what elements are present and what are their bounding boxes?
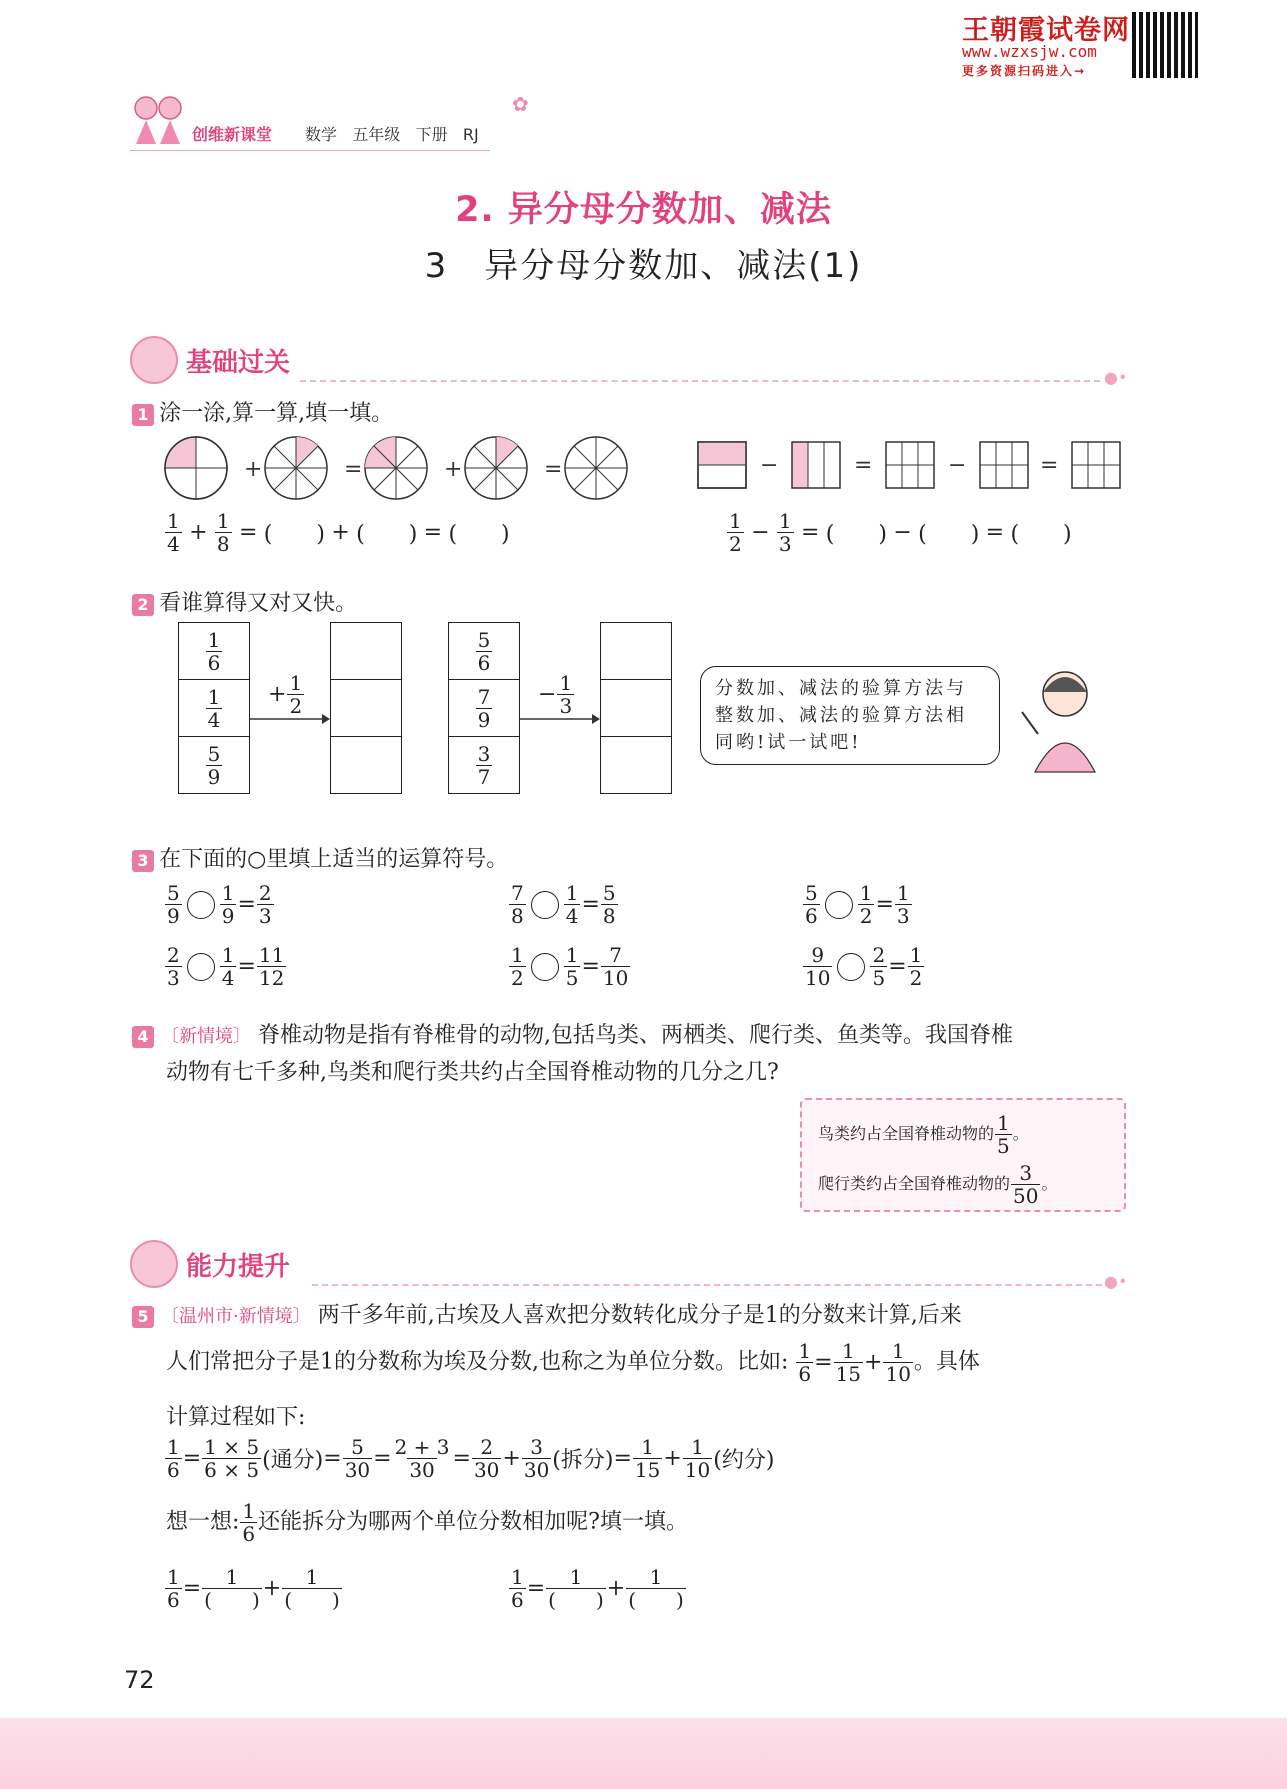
brand-name: 创维新课堂 bbox=[192, 125, 273, 144]
grade-label: 五年级 bbox=[352, 125, 401, 144]
answer-cell[interactable] bbox=[601, 737, 671, 793]
question-text: 在下面的○里填上适当的运算符号。 bbox=[159, 847, 509, 872]
fraction-circles bbox=[162, 434, 632, 504]
equals-sign: = bbox=[1040, 453, 1059, 478]
question-1 bbox=[132, 396, 393, 427]
plus-sign: + bbox=[244, 457, 263, 482]
teacher-icon bbox=[1020, 664, 1110, 774]
flower-icon: ✿ bbox=[512, 92, 529, 116]
question-text: 涂一涂,算一算,填一填。 bbox=[159, 401, 394, 426]
kids-mascot-icon bbox=[128, 90, 190, 146]
answer-cell[interactable] bbox=[601, 680, 671, 737]
answer-blank[interactable]: ( ) bbox=[918, 522, 980, 547]
arrow-right-icon bbox=[250, 712, 330, 726]
q3-item-4: $\frac{2}{3}$ $\frac{1}{4}$ = $\frac{11}{12}$ bbox=[167, 943, 285, 990]
page-number: 72 bbox=[124, 1666, 155, 1694]
question-5-line1: 5 〔温州市·新情境〕 两千多年前,古埃及人喜欢把分数转化成分子是1的分数来计算,后来 bbox=[132, 1298, 962, 1329]
volume-label: 下册 bbox=[415, 125, 448, 144]
q5-fill-1: $\frac{1}{6}$ = $\frac{1}{( )}$ + $\frac{1}{( )}$ bbox=[167, 1565, 340, 1612]
q5-example-calculation: $\frac{1}{6}$ = $\frac{1 \times 5}{6 \times 5}$ (通分)= $\frac{5}{30}$ = $\frac{2 + 3}{30}$ = $\frac{2}{30}$ + $\frac{3}{30}$ (拆分)= $\frac{1}{15}$ + $\frac{1}{10}$ (约分) bbox=[167, 1435, 775, 1482]
rect-sixths-2[interactable] bbox=[980, 442, 1028, 488]
answer-blank[interactable]: ( ) bbox=[548, 1588, 604, 1612]
q2-right-input-column: $\frac{5}{6}$ $\frac{7}{9}$ $\frac{3}{7}$ bbox=[448, 622, 520, 794]
rect-half[interactable] bbox=[698, 442, 746, 488]
hint-line-1: 鸟类约占全国脊椎动物的 $\frac{1}{5}$ 。 bbox=[818, 1111, 1029, 1158]
footer-band bbox=[0, 1718, 1287, 1789]
site-logo-subtitle: 更多资源扫码进入→ bbox=[962, 64, 1087, 78]
circle-eighth-2[interactable] bbox=[365, 437, 427, 499]
hint-box bbox=[800, 1098, 1126, 1212]
edition-label: RJ bbox=[462, 125, 479, 144]
question-number: 3 bbox=[132, 850, 154, 872]
lesson-title: 3 异分母分数加、减法(1) bbox=[424, 246, 863, 286]
answer-blank[interactable]: ( ) bbox=[1010, 522, 1072, 547]
site-logo-url: www.wzxsjw.com bbox=[962, 42, 1097, 61]
answer-blank[interactable]: ( ) bbox=[204, 1588, 260, 1612]
q2-right-answer-column bbox=[600, 622, 672, 794]
girl-avatar-icon bbox=[130, 336, 178, 384]
circle-eighth-1[interactable] bbox=[265, 437, 327, 499]
answer-blank[interactable]: ( ) bbox=[448, 522, 510, 547]
q5-fill-2: $\frac{1}{6}$ = $\frac{1}{( )}$ + $\frac{1}{( )}$ bbox=[511, 1565, 684, 1612]
question-number: 1 bbox=[132, 404, 154, 426]
dots-icon: ●• bbox=[1104, 368, 1128, 387]
question-5-line2: 人们常把分子是1的分数称为埃及分数,也称之为单位分数。比如: $\frac{1}{6}$ = $\frac{1}{15}$ + $\frac{1}{10}$ 。具体 bbox=[166, 1339, 980, 1386]
answer-cell[interactable] bbox=[601, 623, 671, 680]
question-text-line1: 脊椎动物是指有脊椎骨的动物,包括鸟类、两栖类、爬行类、鱼类等。我国脊椎 bbox=[258, 1023, 1013, 1048]
q2-left-answer-column bbox=[330, 622, 402, 794]
answer-cell[interactable] bbox=[331, 680, 401, 737]
question-number: 4 bbox=[132, 1026, 154, 1048]
q2-left-operator: + $\frac{1}{2}$ bbox=[268, 671, 303, 718]
answer-blank[interactable]: ( ) bbox=[356, 522, 418, 547]
q3-item-2: $\frac{7}{8}$ $\frac{1}{4}$ = $\frac{5}{8}$ bbox=[511, 881, 616, 928]
breadcrumb bbox=[305, 122, 479, 145]
operator-circle[interactable] bbox=[837, 953, 865, 981]
girl-avatar-icon bbox=[130, 1240, 178, 1288]
question-tag: 〔新情境〕 bbox=[161, 1026, 251, 1047]
section-title-basic: 基础过关 bbox=[186, 348, 291, 378]
site-logo-title: 王朝霞试卷网 bbox=[962, 15, 1130, 46]
q1-left-equation: $\frac{1}{4}$ + $\frac{1}{8}$ = ( ) + ( ) = ( ) bbox=[167, 509, 510, 556]
rect-third[interactable] bbox=[792, 442, 840, 488]
hint-line-2: 爬行类约占全国脊椎动物的 $\frac{3}{50}$ 。 bbox=[818, 1161, 1058, 1208]
operator-circle[interactable] bbox=[187, 953, 215, 981]
dots-icon: ●• bbox=[1104, 1272, 1128, 1291]
section-title-advanced: 能力提升 bbox=[186, 1252, 291, 1282]
q2-left-input-column: $\frac{1}{6}$ $\frac{1}{4}$ $\frac{5}{9}$ bbox=[178, 622, 250, 794]
answer-cell[interactable] bbox=[331, 623, 401, 680]
question-number: 2 bbox=[132, 594, 154, 616]
answer-blank[interactable]: ( ) bbox=[825, 522, 887, 547]
operator-circle[interactable] bbox=[531, 891, 559, 919]
circle-eighth-empty[interactable] bbox=[565, 437, 627, 499]
equals-sign: = bbox=[344, 457, 363, 482]
section-divider bbox=[300, 380, 1100, 382]
section-divider bbox=[312, 1284, 1102, 1286]
arrow-right-icon bbox=[520, 712, 600, 726]
q1-right-equation: $\frac{1}{2}$ − $\frac{1}{3}$ = ( ) − ( ) = ( ) bbox=[729, 509, 1072, 556]
answer-blank[interactable]: ( ) bbox=[628, 1588, 684, 1612]
question-tag: 〔温州市·新情境〕 bbox=[161, 1306, 311, 1327]
answer-cell[interactable] bbox=[331, 737, 401, 793]
question-text-line2: 动物有七千多种,鸟类和爬行类共约占全国脊椎动物的几分之几? bbox=[166, 1060, 779, 1085]
equals-sign: = bbox=[854, 453, 873, 478]
q3-item-6: $\frac{9}{10}$ $\frac{2}{5}$ = $\frac{1}{2}$ bbox=[805, 943, 923, 990]
fraction-rectangles bbox=[696, 440, 1126, 494]
answer-blank[interactable]: ( ) bbox=[263, 522, 325, 547]
operator-circle[interactable] bbox=[531, 953, 559, 981]
question-5-think: 想一想: $\frac{1}{6}$ 还能拆分为哪两个单位分数相加呢?填一填。 bbox=[166, 1499, 688, 1546]
minus-sign: − bbox=[948, 453, 967, 478]
q3-item-5: $\frac{1}{2}$ $\frac{1}{5}$ = $\frac{7}{10}$ bbox=[511, 943, 629, 990]
rect-sixths-3[interactable] bbox=[1072, 442, 1120, 488]
rect-sixths-1[interactable] bbox=[886, 442, 934, 488]
question-3 bbox=[132, 842, 508, 873]
unit-title: 2. 异分母分数加、减法 bbox=[455, 190, 832, 230]
equals-sign: = bbox=[544, 457, 563, 482]
minus-sign: − bbox=[760, 453, 779, 478]
plus-sign: + bbox=[444, 457, 463, 482]
teacher-speech-bubble: 分数加、减法的验算方法与整数加、减法的验算方法相同哟!试一试吧! bbox=[700, 666, 1000, 765]
q2-right-operator: − $\frac{1}{3}$ bbox=[538, 671, 573, 718]
subject-label: 数学 bbox=[305, 125, 338, 144]
operator-circle[interactable] bbox=[825, 891, 853, 919]
circle-eighth-3[interactable] bbox=[465, 437, 527, 499]
q3-item-3: $\frac{5}{6}$ $\frac{1}{2}$ = $\frac{1}{3}$ bbox=[805, 881, 910, 928]
question-5-line3: 计算过程如下: bbox=[166, 1405, 306, 1430]
question-4 bbox=[132, 1018, 1132, 1091]
q3-item-1: $\frac{5}{9}$ $\frac{1}{9}$ = $\frac{2}{3}$ bbox=[167, 881, 272, 928]
question-text: 看谁算得又对又快。 bbox=[159, 591, 358, 616]
question-2 bbox=[132, 586, 357, 617]
header-divider bbox=[130, 150, 490, 151]
question-number: 5 bbox=[132, 1306, 154, 1328]
answer-blank[interactable]: ( ) bbox=[284, 1588, 340, 1612]
operator-circle[interactable] bbox=[187, 891, 215, 919]
qr-code-icon[interactable] bbox=[1132, 12, 1198, 78]
circle-quarter[interactable] bbox=[165, 437, 227, 499]
